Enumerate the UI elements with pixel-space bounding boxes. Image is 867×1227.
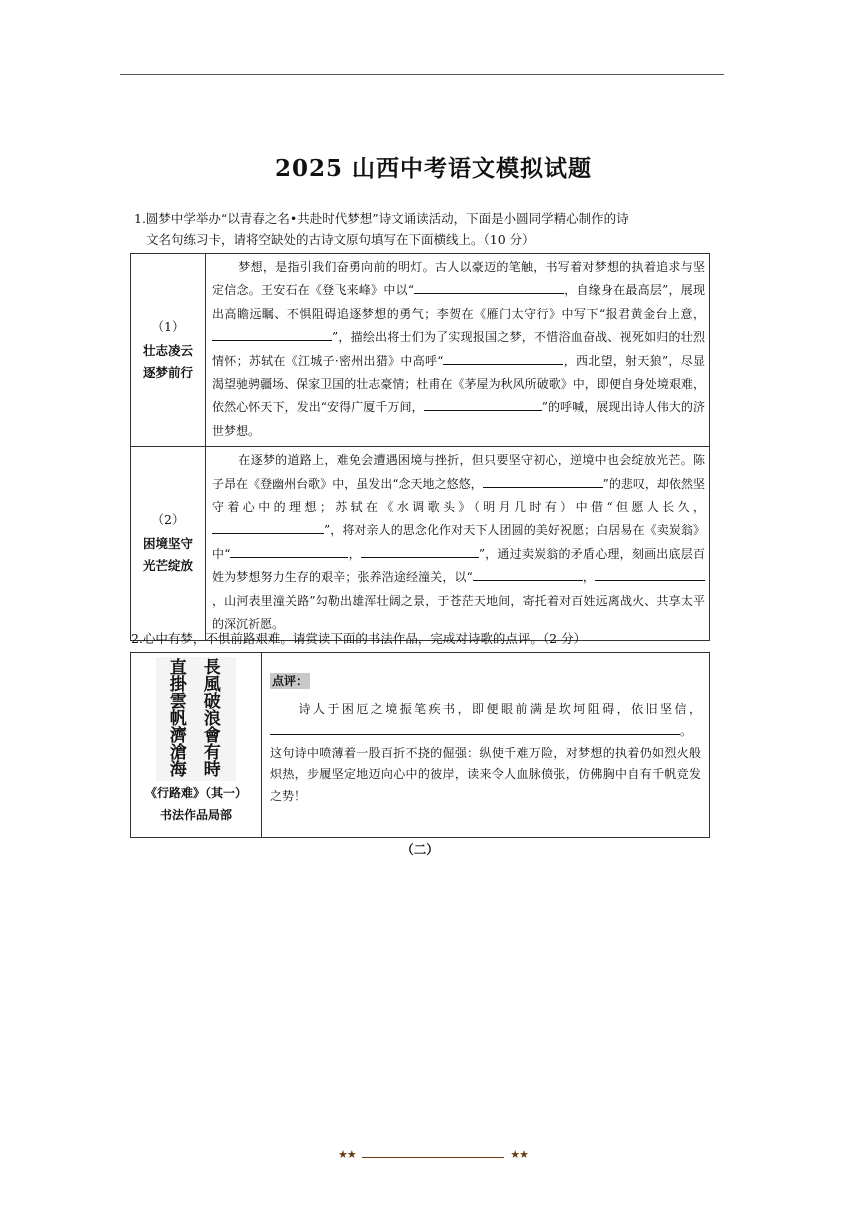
section-2-text-part: ， <box>582 570 595 585</box>
footer-line <box>362 1157 504 1158</box>
review-text-part: 。 <box>680 724 693 738</box>
section-1-title-2: 逐梦前行 <box>142 365 193 381</box>
question-1-line-1: 1.圆梦中学举办“以青春之名•共赴时代梦想”诗文诵读活动，下面是小圆同学精心制作的诗 <box>134 211 629 226</box>
section-2-text <box>206 447 710 640</box>
review-text-part: 诗人于困厄之境振笔疾书，即便眼前满是坎坷阻碍，依旧坚信， <box>296 701 701 716</box>
footer-left-stars: ★★ <box>338 1148 356 1161</box>
section-2-text-part: ”，将对亲人的思念化作对天下人团圆的美好祝愿；白居易在《卖炭翁》中“ <box>212 523 705 561</box>
section-1-text-part: ，西北望，射天狼”，尽显渴望驰骋疆场、保家卫国的壮志豪情；杜甫在《茅屋为秋风所破歌》中，即便自身处境艰难，依然心怀天下，发出“安得广厦千万间， <box>212 353 706 415</box>
fill-blank-10[interactable] <box>595 566 705 581</box>
section-2-text-part: ”，通过卖炭翁的矛盾心理，刻画出底层百姓为梦想努力生存的艰辛；张养浩途经潼关，以“ <box>212 546 705 585</box>
section-1-text-part: ”的呼喊，展现出诗人伟大的济世梦想。 <box>212 400 705 438</box>
review-label: 点评： <box>272 674 309 688</box>
calligraphy-caption-2: 书法作品局部 <box>159 808 232 822</box>
footer-ornament <box>338 1148 528 1168</box>
calligraphy-caption-1: 《行路难》（其一） <box>144 786 247 800</box>
fill-blank-3[interactable] <box>443 350 563 365</box>
section-2-row <box>131 447 710 640</box>
review-cell <box>262 653 710 838</box>
fill-blank-9[interactable] <box>473 566 583 581</box>
section-2-label <box>131 447 206 640</box>
fill-blank-6[interactable] <box>212 519 324 534</box>
review-text-part: 这句诗中喷薄着一股百折不挠的倔强：纵使千难万险，对梦想的执着仍如烈火般炽热，步履坚定地迈向心中的彼岸，读来令人血脉偾张，仿佛胸中自有千帆竞发之势！ <box>270 745 701 803</box>
calligraphy-artwork <box>156 657 236 781</box>
section-2-text-part: 在逐梦的道路上，难免会遭遇困境与挫折，但只要坚守初心，逆境中也会绽放光芒。陈子昂在《登幽州台歌》中，虽发出“念天地之悠悠， <box>212 453 705 491</box>
fill-blank-4[interactable] <box>424 396 542 411</box>
section-2-title-2: 光芒绽放 <box>142 558 193 574</box>
calligraphy-cell <box>131 653 262 838</box>
fill-blank-5[interactable] <box>483 473 603 488</box>
footer-right-stars: ★★ <box>510 1148 528 1161</box>
fill-blank-8[interactable] <box>361 543 479 558</box>
section-2-text-part: ，山河表里潼关路”勾勒出雄浑壮阔之景，于苍茫天地间，寄托着对百姓远离战火、共享太平的深沉祈愿。 <box>212 593 705 632</box>
calligraphy-column-left: 直掛雲帆濟滄海 <box>169 658 187 780</box>
section-two-heading: （二） <box>401 842 439 857</box>
question-2-prompt: 2.心中有梦，不惧前路艰难。请赏读下面的书法作品，完成对诗歌的点评。（2 分） <box>131 631 587 646</box>
section-2-text-part: ”的悲叹，却依然坚守着心中的理想；苏轼在《水调歌头》（明月几时有）中借“但愿人长久， <box>212 476 705 515</box>
review-blank[interactable] <box>270 720 680 735</box>
page-title: 2025 山西中考语文模拟试题 <box>274 155 593 182</box>
section-2-text-part: ， <box>348 546 361 561</box>
section-1-number: （1） <box>151 319 185 335</box>
top-rule <box>120 74 724 75</box>
section-1-row <box>131 254 710 447</box>
section-1-text-part: ”，描绘出将士们为了实现报国之梦，不惜浴血奋战、视死如归的壮烈情怀；苏轼在《江城子·密州出猎》中高呼“ <box>212 330 705 368</box>
fill-blank-2[interactable] <box>212 326 332 341</box>
fill-blank-1[interactable] <box>414 279 564 294</box>
section-1-label <box>131 254 206 447</box>
section-1-title-1: 壮志凌云 <box>142 343 193 359</box>
calligraphy-image <box>156 657 236 781</box>
section-2-number: （2） <box>151 512 185 528</box>
question-1-line-2: 文名句练习卡，请将空缺处的古诗文原句填写在下面横线上。（10 分） <box>146 232 535 247</box>
fill-blank-7[interactable] <box>230 543 348 558</box>
calligraphy-column-right: 長風破浪會有時 <box>203 658 221 780</box>
section-1-text-part: ，自缘身在最高层”，展现出高瞻远瞩、不惧阻碍追逐梦想的勇气；李贺在《雁门太守行》中写下“报君黄金台上意， <box>212 283 705 321</box>
section-1-text <box>206 254 710 447</box>
review-text <box>270 699 701 808</box>
section-1-text-part: 梦想，是指引我们奋勇向前的明灯。古人以豪迈的笔触，书写着对梦想的执着追求与坚定信念。王安石在《登飞来峰》中以“ <box>212 260 705 298</box>
section-2-title-1: 困境坚守 <box>142 536 193 552</box>
question-1-prompt <box>134 208 714 250</box>
practice-card-table <box>130 253 710 641</box>
calligraphy-review-table <box>130 652 710 838</box>
